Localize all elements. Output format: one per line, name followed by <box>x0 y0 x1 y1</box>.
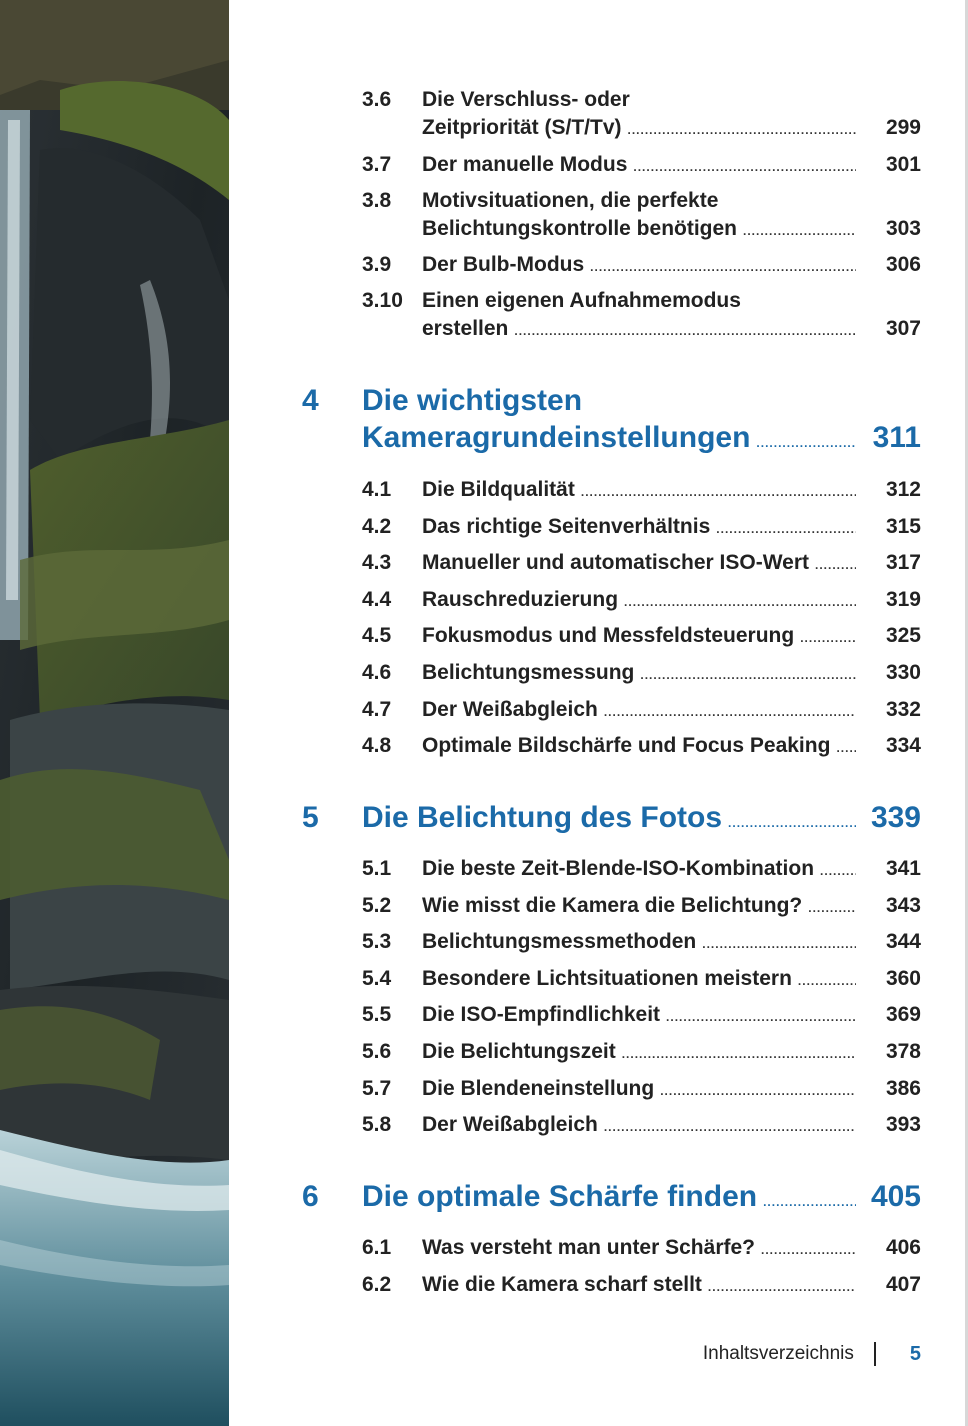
page-number: 378 <box>885 1040 921 1063</box>
page-number: 344 <box>885 930 921 954</box>
section-number: 4.6 <box>362 661 392 684</box>
page-number: 317 <box>885 551 921 575</box>
dot-leader <box>514 317 856 345</box>
page-number: 341 <box>885 857 921 880</box>
page-number: 299 <box>885 116 921 139</box>
section-number: 4.4 <box>362 587 392 611</box>
section-title-line: Belichtungskontrolle benötigen <box>422 217 738 240</box>
dot-leader <box>800 624 856 652</box>
page-number: 369 <box>885 1003 921 1027</box>
section-title: Wie misst die Kamera die Belichtung? <box>422 893 803 917</box>
section-number: 6.1 <box>362 1236 392 1259</box>
dot-leader <box>624 588 856 616</box>
page-number: 334 <box>885 734 921 758</box>
dot-leader <box>743 217 856 245</box>
section-number: 4.5 <box>362 624 392 648</box>
section-title-line: Motivsituationen, die perfekte <box>422 189 719 212</box>
page-number: 332 <box>885 697 921 721</box>
page-number: 393 <box>885 1113 921 1137</box>
dot-leader <box>622 1040 856 1068</box>
dot-leader <box>798 967 856 995</box>
dot-leader <box>604 698 856 726</box>
section-title: Optimale Bildschärfe und Focus Peaking <box>422 734 831 758</box>
section-title: Das richtige Seitenverhältnis <box>422 514 711 538</box>
dot-leader <box>763 1184 856 1221</box>
dot-leader <box>756 425 856 462</box>
dot-leader <box>581 478 856 506</box>
section-title: Belichtungsmessung <box>422 661 635 684</box>
chapter-page-number: 339 <box>870 801 921 834</box>
dot-leader <box>820 857 856 885</box>
chapter-page-number: 405 <box>870 1180 921 1213</box>
page-number: 303 <box>885 217 921 240</box>
chapter-title: Die Belichtung des Fotos <box>362 801 723 834</box>
section-title: Manueller und automatischer ISO-Wert <box>422 551 810 575</box>
section-title: Wie die Kamera scharf stellt <box>422 1272 702 1296</box>
page-number: 386 <box>885 1076 921 1100</box>
page-number: 307 <box>885 317 921 340</box>
dot-leader <box>590 253 856 281</box>
section-number: 3.8 <box>362 189 392 212</box>
page-number: 343 <box>885 893 921 917</box>
section-number: 4.1 <box>362 478 392 501</box>
chapter-number: 4 <box>302 384 319 417</box>
dot-leader <box>660 1077 856 1105</box>
page-number: 312 <box>885 478 921 501</box>
page-footer <box>703 1342 921 1366</box>
section-number: 5.1 <box>362 857 392 880</box>
section-number: 4.7 <box>362 697 392 721</box>
chapter-number: 6 <box>302 1180 319 1213</box>
dot-leader <box>640 661 856 689</box>
section-title: Belichtungsmessmethoden <box>422 930 697 954</box>
chapter-title-line: Kameragrundeinstellungen <box>362 421 751 454</box>
section-title: Fokusmodus und Messfeldsteuerung <box>422 624 795 648</box>
section-title-line: erstellen <box>422 317 509 340</box>
dot-leader <box>836 734 856 762</box>
chapter-number: 5 <box>302 801 319 834</box>
chapter-page-number: 311 <box>872 421 921 454</box>
section-title: Was versteht man unter Schärfe? <box>422 1236 755 1259</box>
section-number: 4.3 <box>362 551 392 575</box>
page-number: 306 <box>885 253 921 276</box>
page-number: 315 <box>885 514 921 538</box>
section-title-line: Zeitpriorität (S/T/Tv) <box>422 116 622 139</box>
section-number: 5.8 <box>362 1113 392 1137</box>
section-number: 3.7 <box>362 153 392 176</box>
section-number: 3.6 <box>362 88 392 111</box>
page-number: 325 <box>885 624 921 648</box>
section-title: Die ISO-Empfindlichkeit <box>422 1003 661 1027</box>
section-number: 5.2 <box>362 893 392 917</box>
section-title: Die Blendeneinstellung <box>422 1076 655 1100</box>
footer-separator <box>874 1342 876 1366</box>
chapter-title: Die optimale Schärfe finden <box>362 1180 758 1213</box>
dot-leader <box>815 551 856 579</box>
dot-leader <box>708 1273 856 1301</box>
section-title: Die Belichtungszeit <box>422 1040 616 1063</box>
section-title: Rauschreduzierung <box>422 587 619 611</box>
section-title: Besondere Lichtsituationen meistern <box>422 966 792 990</box>
section-number: 5.4 <box>362 966 392 990</box>
section-title-line: Die Verschluss- oder <box>422 88 630 111</box>
section-number: 6.2 <box>362 1272 392 1296</box>
dot-leader <box>633 153 856 181</box>
dot-leader <box>716 515 856 543</box>
section-number: 5.5 <box>362 1003 392 1027</box>
section-title-line: Einen eigenen Aufnahmemodus <box>422 289 741 312</box>
page-number: 301 <box>885 153 921 176</box>
chapter-title-line: Die wichtigsten <box>362 384 583 417</box>
section-title: Die Bildqualität <box>422 478 575 501</box>
footer-label: Inhaltsverzeichnis <box>702 1343 854 1364</box>
section-number: 4.2 <box>362 514 392 538</box>
section-number: 5.7 <box>362 1076 392 1100</box>
dot-leader <box>761 1236 856 1264</box>
dot-leader <box>808 894 856 922</box>
section-number: 5.3 <box>362 930 392 954</box>
page-number: 360 <box>885 966 921 990</box>
section-title-line: Der manuelle Modus <box>422 153 628 176</box>
footer-page-number: 5 <box>909 1342 921 1365</box>
page-number: 319 <box>885 587 921 611</box>
section-number: 4.8 <box>362 734 392 758</box>
dot-leader <box>702 930 856 958</box>
page-number: 330 <box>885 661 921 684</box>
dot-leader <box>604 1113 856 1141</box>
section-number: 3.9 <box>362 253 392 276</box>
page-number: 406 <box>885 1236 921 1259</box>
dot-leader <box>728 805 856 842</box>
dot-leader <box>666 1003 856 1031</box>
section-title-line: Der Bulb-Modus <box>422 253 585 276</box>
dot-leader <box>628 116 857 144</box>
section-title: Der Weißabgleich <box>422 697 598 721</box>
page-number: 407 <box>885 1272 921 1296</box>
section-title: Die beste Zeit-Blende-ISO-Kombination <box>422 857 815 880</box>
section-number: 5.6 <box>362 1040 392 1063</box>
section-number: 3.10 <box>362 289 403 312</box>
section-title: Der Weißabgleich <box>422 1113 598 1137</box>
